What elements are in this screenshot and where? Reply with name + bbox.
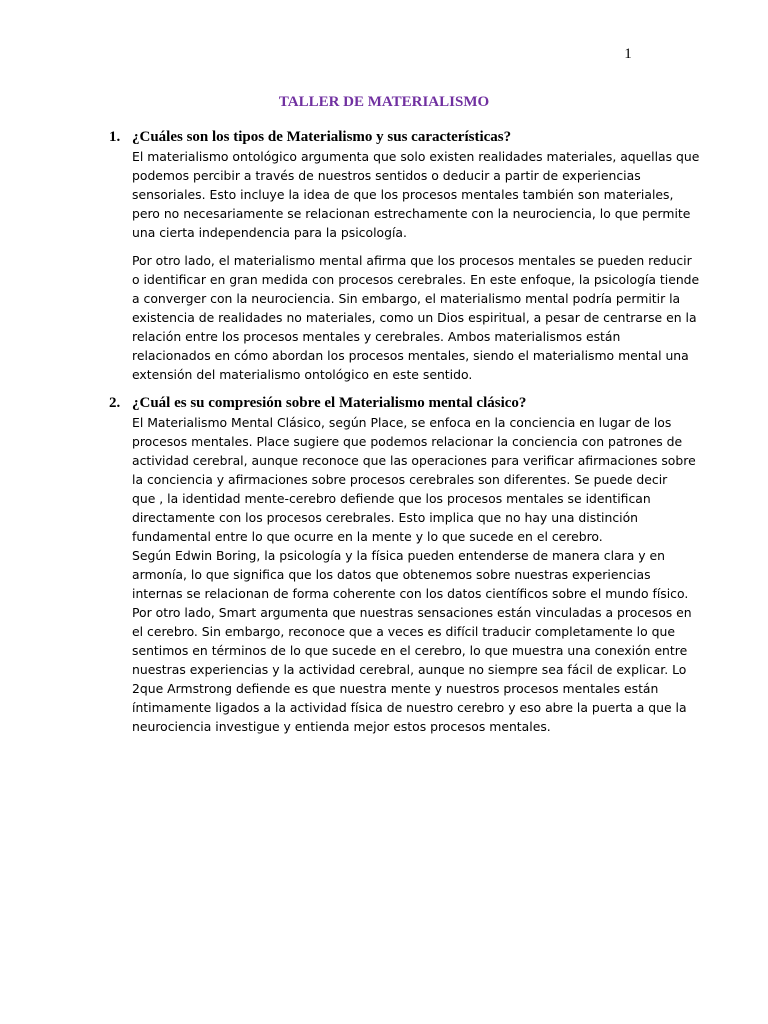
text-line: la conciencia y afirmaciones sobre procesos cerebrales son diferentes. Se puede decir [132,472,668,487]
text-line: actividad cerebral, aunque reconoce que las operaciones para verificar afirmaciones sobre [132,453,696,468]
text-line: armonía, lo que significa que los datos que obtenemos sobre nuestras experiencias [132,567,651,582]
text-line: procesos mentales. Place sugiere que podemos relacionar la conciencia con patrones de [132,434,683,449]
text-line: fundamental entre lo que ocurre en la mente y lo que sucede en el cerebro. [132,529,603,544]
text-line: relacionados en cómo abordan los procesos mentales, siendo el materialismo mental una [132,348,689,363]
question-1-number: 1. [109,129,121,145]
text-line: directamente con los procesos cerebrales. Esto implica que no hay una distinción [132,510,639,525]
text-line: El materialismo ontológico argumenta que solo existen realidades materiales, aquellas que [132,149,700,164]
text-line: relación entre los procesos mentales y cerebrales. Ambos materialismos están [132,329,621,344]
page-number: 1 [624,46,632,62]
text-line: una cierta independencia para la psicología. [132,225,407,240]
text-line: internas se relacionan de forma coherente con los datos científicos sobre el mundo físico. [132,586,689,601]
question-2-number: 2. [109,395,121,411]
document-title: TALLER DE MATERIALISMO [278,94,490,110]
text-line: Según Edwin Boring, la psicología y la física pueden entenderse de manera clara y en [132,548,666,563]
text-line: pero no necesariamente se relacionan estrechamente con la neurociencia, lo que permite [132,206,691,221]
text-line: sensoriales. Esto incluye la idea de que los procesos mentales también son materiales, [132,187,674,202]
question-2-paragraph-1 [132,413,696,736]
question-1-paragraph-2 [132,251,700,384]
question-1-heading: ¿Cuáles son los tipos de Materialismo y sus características? [132,129,512,145]
text-line: o identificar en gran medida con procesos cerebrales. En este enfoque, la psicología tiende [132,272,700,287]
text-line: el cerebro. Sin embargo, reconoce que a veces es difícil traducir completamente lo que [132,624,675,639]
text-line: a converger con la neurociencia. Sin embargo, el materialismo mental podría permitir la [132,291,681,306]
text-line: podemos percibir a través de nuestros sentidos o deducir a partir de experiencias [132,168,641,183]
text-line: Por otro lado, el materialismo mental afirma que los procesos mentales se pueden reducir [132,253,692,268]
text-line: 2que Armstrong defiende es que nuestra mente y nuestros procesos mentales están [132,681,659,696]
text-line: íntimamente ligados a la actividad física de nuestro cerebro y eso abre la puerta a que la [132,700,687,715]
question-1-paragraph-1 [132,147,700,242]
text-line: extensión del materialismo ontológico en este sentido. [132,367,473,382]
question-2-heading: ¿Cuál es su compresión sobre el Materialismo mental clásico? [132,395,527,411]
text-line: existencia de realidades no materiales, como un Dios espiritual, a pesar de centrarse en la [132,310,697,325]
text-line: sentimos en términos de lo que sucede en el cerebro, lo que muestra una conexión entre [132,643,688,658]
text-line: nuestras experiencias y la actividad cerebral, aunque no siempre sea fácil de explicar. Lo [132,662,687,677]
text-line: Por otro lado, Smart argumenta que nuestras sensaciones están vinculadas a procesos en [132,605,692,620]
text-line: El Materialismo Mental Clásico, según Place, se enfoca en la conciencia en lugar de los [132,415,672,430]
text-line: que , la identidad mente-cerebro defiende que los procesos mentales se identifican [132,491,651,506]
text-line: neurociencia investigue y entienda mejor estos procesos mentales. [132,719,551,734]
